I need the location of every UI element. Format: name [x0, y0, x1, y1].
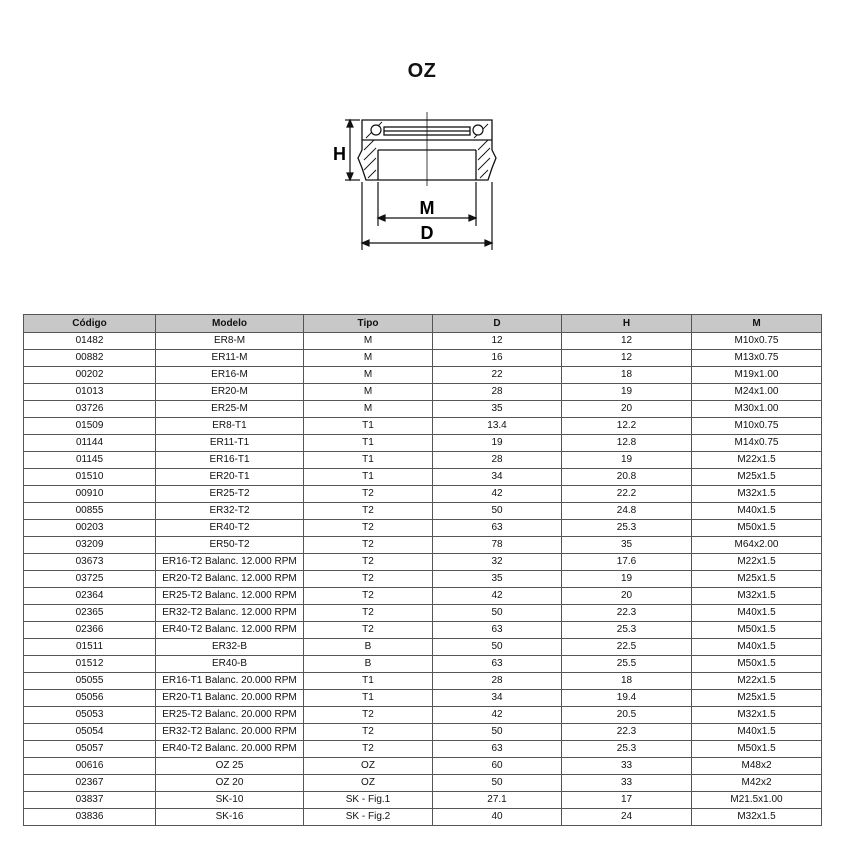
- cell-m: M10x0.75: [692, 418, 822, 435]
- cell-d: 34: [433, 469, 562, 486]
- cell-h: 19: [562, 384, 692, 401]
- cell-modelo: ER32-T2 Balanc. 12.000 RPM: [156, 605, 304, 622]
- cell-modelo: ER20-T1 Balanc. 20.000 RPM: [156, 690, 304, 707]
- cell-modelo: ER11-M: [156, 350, 304, 367]
- cell-modelo: ER40-T2 Balanc. 12.000 RPM: [156, 622, 304, 639]
- header-tipo: Tipo: [304, 315, 433, 333]
- cell-d: 34: [433, 690, 562, 707]
- table-row: [24, 384, 822, 401]
- cell-tipo: T2: [304, 571, 433, 588]
- cell-tipo: B: [304, 656, 433, 673]
- cell-h: 22.3: [562, 724, 692, 741]
- cell-tipo: M: [304, 333, 433, 350]
- cell-tipo: M: [304, 367, 433, 384]
- cell-modelo: ER16-T1: [156, 452, 304, 469]
- cell-h: 25.5: [562, 656, 692, 673]
- table-row: [24, 554, 822, 571]
- cell-d: 63: [433, 741, 562, 758]
- table-row: [24, 435, 822, 452]
- cell-modelo: ER32-T2 Balanc. 20.000 RPM: [156, 724, 304, 741]
- cell-m: M50x1.5: [692, 622, 822, 639]
- cell-codigo: 01509: [24, 418, 156, 435]
- cell-d: 27.1: [433, 792, 562, 809]
- cell-tipo: T2: [304, 537, 433, 554]
- cell-codigo: 01510: [24, 469, 156, 486]
- cell-tipo: T1: [304, 435, 433, 452]
- cell-d: 19: [433, 435, 562, 452]
- cell-d: 35: [433, 401, 562, 418]
- cell-modelo: ER20-T2 Balanc. 12.000 RPM: [156, 571, 304, 588]
- cell-codigo: 05056: [24, 690, 156, 707]
- cell-modelo: ER40-B: [156, 656, 304, 673]
- cell-tipo: SK - Fig.1: [304, 792, 433, 809]
- cell-h: 17.6: [562, 554, 692, 571]
- cell-tipo: OZ: [304, 758, 433, 775]
- header-m: M: [692, 315, 822, 333]
- cell-tipo: OZ: [304, 775, 433, 792]
- cell-h: 25.3: [562, 520, 692, 537]
- h-dimension: [345, 120, 360, 180]
- cell-modelo: SK-16: [156, 809, 304, 826]
- cell-codigo: 01512: [24, 656, 156, 673]
- cell-tipo: T2: [304, 588, 433, 605]
- cell-m: M24x1.00: [692, 384, 822, 401]
- cell-tipo: T2: [304, 486, 433, 503]
- cell-m: M30x1.00: [692, 401, 822, 418]
- cell-d: 50: [433, 639, 562, 656]
- cell-modelo: ER25-T2 Balanc. 12.000 RPM: [156, 588, 304, 605]
- header-modelo: Modelo: [156, 315, 304, 333]
- cell-h: 24.8: [562, 503, 692, 520]
- table-row: [24, 367, 822, 384]
- ball-right: [473, 125, 483, 135]
- cell-h: 12: [562, 350, 692, 367]
- cell-d: 63: [433, 622, 562, 639]
- table-row: [24, 775, 822, 792]
- cell-h: 12.8: [562, 435, 692, 452]
- cell-d: 78: [433, 537, 562, 554]
- cell-modelo: SK-10: [156, 792, 304, 809]
- cell-d: 28: [433, 673, 562, 690]
- cell-tipo: T1: [304, 452, 433, 469]
- cell-d: 40: [433, 809, 562, 826]
- cell-tipo: T2: [304, 622, 433, 639]
- cell-codigo: 00910: [24, 486, 156, 503]
- cell-codigo: 05054: [24, 724, 156, 741]
- page-title: OZ: [407, 60, 437, 82]
- cell-h: 18: [562, 673, 692, 690]
- cell-m: M19x1.00: [692, 367, 822, 384]
- table-row: [24, 639, 822, 656]
- table-row: [24, 537, 822, 554]
- cell-m: M25x1.5: [692, 571, 822, 588]
- cell-d: 50: [433, 605, 562, 622]
- cell-codigo: 05053: [24, 707, 156, 724]
- cell-codigo: 01013: [24, 384, 156, 401]
- cell-d: 50: [433, 775, 562, 792]
- cell-m: M21.5x1.00: [692, 792, 822, 809]
- d-label: D: [420, 223, 434, 243]
- cell-codigo: 01144: [24, 435, 156, 452]
- cell-h: 19: [562, 452, 692, 469]
- table-row: [24, 656, 822, 673]
- cell-modelo: ER20-M: [156, 384, 304, 401]
- cell-h: 18: [562, 367, 692, 384]
- table-row: [24, 792, 822, 809]
- cell-d: 63: [433, 656, 562, 673]
- cell-modelo: ER20-T1: [156, 469, 304, 486]
- specs-table-container: [23, 314, 821, 826]
- cell-m: M50x1.5: [692, 741, 822, 758]
- cell-codigo: 01482: [24, 333, 156, 350]
- cell-h: 20.8: [562, 469, 692, 486]
- cell-h: 12: [562, 333, 692, 350]
- cell-d: 13.4: [433, 418, 562, 435]
- cell-modelo: ER50-T2: [156, 537, 304, 554]
- cell-d: 28: [433, 384, 562, 401]
- cell-d: 28: [433, 452, 562, 469]
- cell-d: 60: [433, 758, 562, 775]
- cell-codigo: 01511: [24, 639, 156, 656]
- cell-m: M40x1.5: [692, 639, 822, 656]
- table-row: [24, 503, 822, 520]
- cell-codigo: 00882: [24, 350, 156, 367]
- cell-codigo: 03673: [24, 554, 156, 571]
- cell-tipo: T2: [304, 605, 433, 622]
- table-row: [24, 520, 822, 537]
- cell-tipo: T1: [304, 418, 433, 435]
- cell-modelo: ER25-T2: [156, 486, 304, 503]
- table-row: [24, 452, 822, 469]
- table-row: [24, 673, 822, 690]
- cell-m: M14x0.75: [692, 435, 822, 452]
- cell-tipo: T2: [304, 554, 433, 571]
- cell-tipo: M: [304, 350, 433, 367]
- cell-codigo: 00202: [24, 367, 156, 384]
- cell-modelo: OZ 25: [156, 758, 304, 775]
- cell-m: M64x2.00: [692, 537, 822, 554]
- table-row: [24, 333, 822, 350]
- cell-m: M40x1.5: [692, 503, 822, 520]
- cell-modelo: ER16-M: [156, 367, 304, 384]
- cell-h: 19.4: [562, 690, 692, 707]
- cell-codigo: 00855: [24, 503, 156, 520]
- cell-h: 12.2: [562, 418, 692, 435]
- cell-m: M25x1.5: [692, 469, 822, 486]
- cell-modelo: ER25-T2 Balanc. 20.000 RPM: [156, 707, 304, 724]
- table-row: [24, 707, 822, 724]
- cell-tipo: M: [304, 384, 433, 401]
- cell-m: M13x0.75: [692, 350, 822, 367]
- cell-d: 22: [433, 367, 562, 384]
- cell-d: 42: [433, 486, 562, 503]
- cell-m: M22x1.5: [692, 554, 822, 571]
- table-row: [24, 809, 822, 826]
- cell-m: M25x1.5: [692, 690, 822, 707]
- ball-left: [371, 125, 381, 135]
- cell-modelo: ER8-M: [156, 333, 304, 350]
- table-row: [24, 605, 822, 622]
- cell-modelo: ER32-T2: [156, 503, 304, 520]
- nut-technical-drawing: [326, 110, 506, 255]
- cell-tipo: T2: [304, 707, 433, 724]
- cell-tipo: B: [304, 639, 433, 656]
- table-row: [24, 690, 822, 707]
- cell-d: 42: [433, 707, 562, 724]
- cell-tipo: T2: [304, 503, 433, 520]
- cell-m: M32x1.5: [692, 809, 822, 826]
- cell-codigo: 02365: [24, 605, 156, 622]
- m-label: M: [419, 198, 435, 218]
- cell-tipo: T1: [304, 690, 433, 707]
- cell-tipo: T1: [304, 673, 433, 690]
- cell-codigo: 05055: [24, 673, 156, 690]
- cell-m: M32x1.5: [692, 588, 822, 605]
- cell-d: 35: [433, 571, 562, 588]
- cell-h: 20.5: [562, 707, 692, 724]
- table-row: [24, 758, 822, 775]
- cell-codigo: 00203: [24, 520, 156, 537]
- cell-d: 32: [433, 554, 562, 571]
- cell-m: M32x1.5: [692, 707, 822, 724]
- cell-codigo: 03209: [24, 537, 156, 554]
- table-row: [24, 622, 822, 639]
- cell-modelo: ER25-M: [156, 401, 304, 418]
- cell-d: 12: [433, 333, 562, 350]
- cell-h: 24: [562, 809, 692, 826]
- cell-codigo: 02366: [24, 622, 156, 639]
- cell-h: 33: [562, 758, 692, 775]
- cell-h: 25.3: [562, 622, 692, 639]
- cell-d: 16: [433, 350, 562, 367]
- cell-codigo: 03726: [24, 401, 156, 418]
- table-body: [24, 333, 822, 826]
- table-row: [24, 418, 822, 435]
- cell-d: 63: [433, 520, 562, 537]
- cell-modelo: ER32-B: [156, 639, 304, 656]
- cell-tipo: T2: [304, 741, 433, 758]
- cell-tipo: M: [304, 401, 433, 418]
- table-row: [24, 741, 822, 758]
- header-codigo: Código: [24, 315, 156, 333]
- cell-d: 42: [433, 588, 562, 605]
- cell-h: 19: [562, 571, 692, 588]
- cell-modelo: ER40-T2 Balanc. 20.000 RPM: [156, 741, 304, 758]
- cell-tipo: T1: [304, 469, 433, 486]
- h-label: H: [333, 144, 346, 164]
- cell-codigo: 05057: [24, 741, 156, 758]
- cell-h: 35: [562, 537, 692, 554]
- cell-m: M32x1.5: [692, 486, 822, 503]
- cell-h: 25.3: [562, 741, 692, 758]
- cell-modelo: ER11-T1: [156, 435, 304, 452]
- cell-m: M50x1.5: [692, 520, 822, 537]
- table-row: [24, 486, 822, 503]
- table-row: [24, 469, 822, 486]
- header-h: H: [562, 315, 692, 333]
- cell-h: 17: [562, 792, 692, 809]
- cell-codigo: 02364: [24, 588, 156, 605]
- cell-tipo: T2: [304, 724, 433, 741]
- cell-m: M42x2: [692, 775, 822, 792]
- cell-codigo: 01145: [24, 452, 156, 469]
- table-row: [24, 401, 822, 418]
- cell-d: 50: [433, 503, 562, 520]
- cell-codigo: 03836: [24, 809, 156, 826]
- header-d: D: [433, 315, 562, 333]
- cell-m: M48x2: [692, 758, 822, 775]
- cell-codigo: 03725: [24, 571, 156, 588]
- table-row: [24, 350, 822, 367]
- cell-tipo: T2: [304, 520, 433, 537]
- cell-h: 22.5: [562, 639, 692, 656]
- specs-table: [23, 314, 822, 826]
- table-row: [24, 588, 822, 605]
- cell-codigo: 02367: [24, 775, 156, 792]
- cell-m: M40x1.5: [692, 605, 822, 622]
- cell-modelo: ER16-T2 Balanc. 12.000 RPM: [156, 554, 304, 571]
- cell-modelo: ER8-T1: [156, 418, 304, 435]
- cell-codigo: 03837: [24, 792, 156, 809]
- cell-h: 22.2: [562, 486, 692, 503]
- table-header-row: [24, 315, 822, 333]
- cell-tipo: SK - Fig.2: [304, 809, 433, 826]
- cell-h: 20: [562, 401, 692, 418]
- cell-m: M40x1.5: [692, 724, 822, 741]
- cell-d: 50: [433, 724, 562, 741]
- table-row: [24, 724, 822, 741]
- cell-h: 22.3: [562, 605, 692, 622]
- cell-modelo: OZ 20: [156, 775, 304, 792]
- cell-h: 33: [562, 775, 692, 792]
- cell-m: M22x1.5: [692, 673, 822, 690]
- cell-m: M10x0.75: [692, 333, 822, 350]
- cell-m: M22x1.5: [692, 452, 822, 469]
- table-row: [24, 571, 822, 588]
- cell-modelo: ER16-T1 Balanc. 20.000 RPM: [156, 673, 304, 690]
- cell-modelo: ER40-T2: [156, 520, 304, 537]
- cell-h: 20: [562, 588, 692, 605]
- cell-m: M50x1.5: [692, 656, 822, 673]
- cell-codigo: 00616: [24, 758, 156, 775]
